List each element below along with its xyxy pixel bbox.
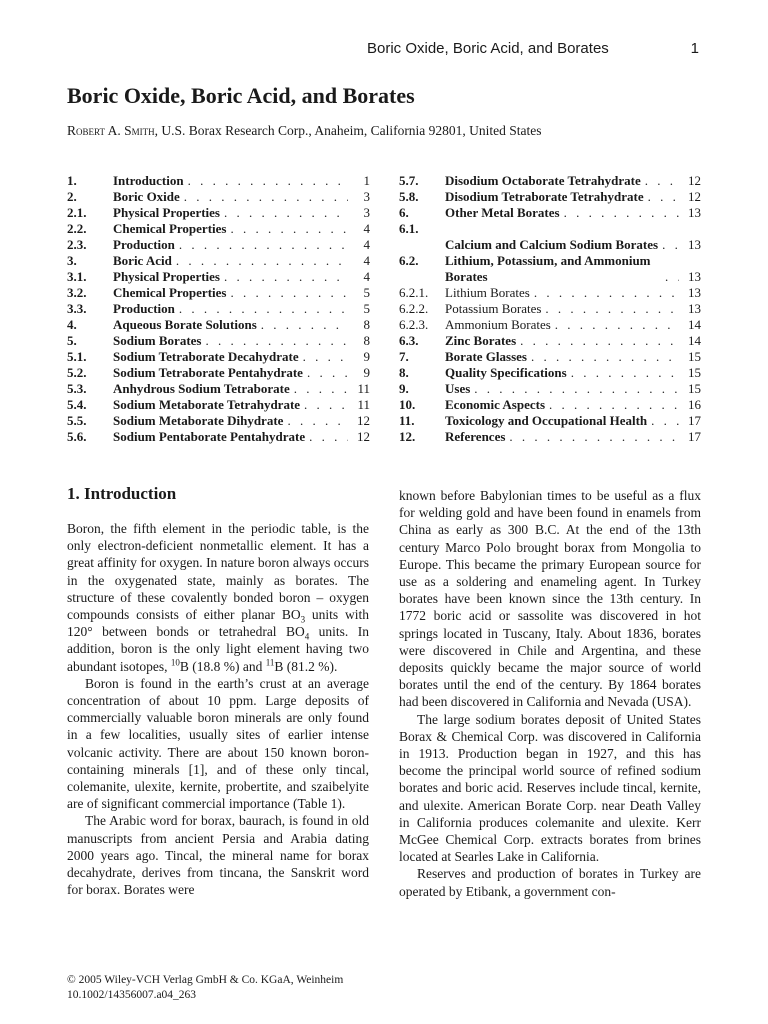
toc-entry-page: 13: [688, 205, 701, 220]
toc-entry[interactable]: [399, 317, 701, 333]
toc-entry-title: Boric Acid: [113, 253, 172, 268]
toc-entry-title: Chemical Properties: [113, 285, 227, 300]
toc-entry-page: 12: [688, 189, 701, 204]
toc-entry-page: 13: [688, 269, 701, 284]
toc-entry-page: 14: [688, 333, 701, 348]
toc-entry-number: 6.2.3.: [399, 317, 429, 332]
toc-entry-number: 12.: [399, 429, 416, 444]
toc-entry[interactable]: [67, 205, 370, 221]
toc-leader-dots: [470, 381, 679, 397]
running-title: Boric Oxide, Boric Acid, and Borates: [367, 40, 609, 57]
toc-entry-number: 6.: [399, 205, 409, 220]
toc-entry-number: 10.: [399, 397, 416, 412]
copyright-line: © 2005 Wiley-VCH Verlag GmbH & Co. KGaA, Weinheim: [67, 974, 344, 986]
author-line: [67, 123, 542, 139]
toc-entry-number: 2.3.: [67, 237, 87, 252]
toc-entry-page: 4: [363, 269, 370, 284]
toc-entry-number: 6.1.: [399, 221, 419, 236]
toc-entry[interactable]: [67, 381, 370, 397]
section-heading: 1. Introduction: [67, 484, 177, 503]
toc-entry-number: 8.: [399, 365, 409, 380]
author-affiliation: , U.S. Borax Research Corp., Anaheim, California 92801, United States: [154, 123, 542, 138]
toc-entry-number: 3.3.: [67, 301, 87, 316]
toc-entry-page: 9: [363, 365, 370, 380]
toc-entry-title: Physical Properties: [113, 205, 220, 220]
toc-leader-dots: [257, 317, 348, 333]
toc-entry-number: 5.2.: [67, 365, 87, 380]
toc-leader-dots: [175, 237, 348, 253]
toc-leader-dots: [505, 429, 679, 445]
toc-entry-page: 8: [363, 317, 370, 332]
toc-entry-number: 4.: [67, 317, 77, 332]
toc-entry-title: Sodium Borates: [113, 333, 202, 348]
toc-leader-dots: [175, 301, 348, 317]
toc-entry[interactable]: [399, 365, 701, 381]
toc-entry-page: 15: [688, 365, 701, 380]
toc-entry-number: 5.7.: [399, 173, 419, 188]
toc-entry-title: Potassium Borates: [445, 301, 542, 316]
toc-leader-dots: [516, 333, 679, 349]
toc-entry[interactable]: [67, 333, 370, 349]
toc-entry[interactable]: [67, 349, 370, 365]
toc-entry-number: 5.6.: [67, 429, 87, 444]
paragraph-intro: Boron, the fifth element in the periodic table, is the only electron-deficient nonmetallic element. It has a great affinity for oxygen. In nature boron always occurs in the oxygenated state, mainly as borates. The structure of these covalently bonded boron – oxygen compounds consists of either planar $BO_3$ units with 120° between bonds or tetrahedral $BO_4$ units. In addition, boron is the only light element having two abundant isotopes, $^{10}$B (18.8 %) and $^{11}$B (81.2 %).: [67, 521, 369, 674]
toc-entry-page: 13: [688, 301, 701, 316]
toc-entry-title: Other Metal Borates: [445, 205, 560, 220]
toc-entry[interactable]: [67, 285, 370, 301]
paragraph-history-cont: known before Babylonian times to be useful as a flux for welding gold and have been found in enamels from China as early as 300 B.C. At the end of the 13th century Marco Polo brought borax from Mongolia to Europe. This became the primary European source for use as a soldering and enameling agent. In Turkey borates have been known since the 13th century. In 1772 boric acid or sassolite was discovered in hot springs located in Tuscany, Italy. About 1836, borates were discovered in Chile and Argentina, and these deposits quickly became the major source of world borates until the end of the century. By 1864 borates had been discovered in California and Nevada (USA).: [399, 488, 701, 710]
toc-leader-dots: [172, 253, 348, 269]
toc-entry-title: Calcium and Calcium Sodium Borates: [445, 237, 659, 252]
table-of-contents-right: [399, 173, 701, 445]
toc-entry-page: 1: [363, 173, 370, 188]
toc-entry-number: 3.2.: [67, 285, 87, 300]
toc-entry[interactable]: [399, 301, 701, 317]
toc-entry-title: Lithium Borates: [445, 285, 530, 300]
toc-entry-title: Disodium Tetraborate Tetrahydrate: [445, 189, 644, 204]
toc-leader-dots: [299, 349, 348, 365]
toc-entry-number: 3.1.: [67, 269, 87, 284]
toc-entry[interactable]: [67, 397, 370, 413]
toc-leader-dots: [545, 397, 679, 413]
toc-entry-page: 5: [363, 301, 370, 316]
toc-entry[interactable]: [399, 189, 701, 205]
toc-leader-dots: [551, 317, 679, 333]
toc-entry[interactable]: [67, 365, 370, 381]
toc-entry[interactable]: [399, 413, 701, 429]
toc-leader-dots: [305, 429, 348, 445]
toc-entry-title: Sodium Pentaborate Pentahydrate: [113, 429, 306, 444]
page-number: 1: [690, 40, 699, 57]
toc-entry-page: 16: [688, 397, 701, 412]
toc-entry-page: 8: [363, 333, 370, 348]
toc-entry-number: 11.: [399, 413, 415, 428]
toc-entry-number: 5.3.: [67, 381, 87, 396]
toc-entry[interactable]: [399, 429, 701, 445]
toc-entry-title: Production: [113, 301, 175, 316]
toc-entry-number: 5.4.: [67, 397, 87, 412]
running-header: [367, 40, 699, 60]
toc-entry-number: 5.: [67, 333, 77, 348]
toc-leader-dots: [647, 413, 679, 429]
toc-leader-dots: [527, 349, 679, 365]
toc-entry[interactable]: [399, 381, 701, 397]
article-title: Boric Oxide, Boric Acid, and Borates: [67, 83, 415, 108]
toc-entry-title: Zinc Borates: [445, 333, 517, 348]
toc-entry-page: 13: [688, 285, 701, 300]
paragraph-us-deposits: The large sodium borates deposit of United States Borax & Chemical Corp. was discovered in California in 1913. Production began in 1927, and this has become the principal world source of refined sodium borates and boric acid. Reserves include tincal, kernite, and ulexite. American Borate Corp. near Death Valley in California produces colemanite and ulexite. Kerr McGee Chemical Corp. extracts borates from brines located at Searles Lake in California.: [399, 711, 701, 865]
toc-entry-number: 6.3.: [399, 333, 419, 348]
body-column-left: [67, 520, 369, 898]
table-of-contents-left: [67, 173, 370, 445]
toc-entry-title: Sodium Metaborate Dihydrate: [113, 413, 284, 428]
toc-leader-dots: [644, 189, 679, 205]
toc-leader-dots: [184, 173, 348, 189]
toc-entry[interactable]: [399, 397, 701, 413]
toc-leader-dots: [658, 237, 679, 253]
toc-leader-dots: [560, 205, 679, 221]
toc-entry-page: 3: [363, 205, 370, 220]
toc-entry-page: 12: [688, 173, 701, 188]
toc-entry-page: 5: [363, 285, 370, 300]
toc-entry[interactable]: [67, 173, 370, 189]
paragraph-turkey: Reserves and production of borates in Turkey are operated by Etibank, a government con-: [399, 866, 701, 899]
toc-entry-title: Lithium, Potassium, and Ammonium Borates: [445, 253, 651, 284]
toc-entry-page: 13: [688, 237, 701, 252]
toc-entry-number: 6.2.1.: [399, 285, 429, 300]
toc-entry-title: Chemical Properties: [113, 221, 227, 236]
toc-entry-page: 9: [363, 349, 370, 364]
toc-leader-dots: [220, 205, 348, 221]
toc-entry-page: 15: [688, 381, 701, 396]
footer: [67, 973, 343, 1003]
toc-leader-dots: [220, 269, 348, 285]
toc-entry-page: 14: [688, 317, 701, 332]
toc-entry[interactable]: [67, 317, 370, 333]
toc-entry[interactable]: [67, 237, 370, 253]
toc-entry-title: Economic Aspects: [445, 397, 546, 412]
toc-entry-page: 4: [363, 237, 370, 252]
toc-entry-number: 5.5.: [67, 413, 87, 428]
toc-entry-title: Aqueous Borate Solutions: [113, 317, 257, 332]
toc-entry-number: 5.8.: [399, 189, 419, 204]
toc-entry-title: Ammonium Borates: [445, 317, 551, 332]
toc-entry-title: Production: [113, 237, 175, 252]
toc-entry[interactable]: [399, 221, 701, 253]
toc-entry-page: 11: [357, 397, 370, 412]
toc-entry-page: 4: [363, 221, 370, 236]
toc-entry[interactable]: [67, 253, 370, 269]
toc-entry-page: 12: [357, 429, 370, 444]
toc-entry-title: Introduction: [113, 173, 184, 188]
toc-entry-title: Borate Glasses: [445, 349, 527, 364]
toc-entry-title: Physical Properties: [113, 269, 220, 284]
toc-entry-page: 4: [363, 253, 370, 268]
toc-entry[interactable]: [399, 349, 701, 365]
toc-leader-dots: [226, 285, 348, 301]
toc-entry[interactable]: [67, 221, 370, 237]
toc-entry-title: Boric Oxide: [113, 189, 180, 204]
toc-entry-page: 11: [357, 381, 370, 396]
toc-leader-dots: [201, 333, 348, 349]
toc-entry-number: 5.1.: [67, 349, 87, 364]
toc-entry[interactable]: [67, 413, 370, 429]
toc-leader-dots: [541, 301, 679, 317]
toc-entry-title: Sodium Metaborate Tetrahydrate: [113, 397, 301, 412]
author-name: Robert A. Smith: [67, 123, 155, 138]
toc-leader-dots: [290, 381, 348, 397]
toc-leader-dots: [300, 397, 348, 413]
doi-line: 10.1002/14356007.a04_263: [67, 989, 197, 1001]
toc-entry-page: 17: [688, 429, 701, 444]
toc-entry-title: References: [445, 429, 506, 444]
toc-entry[interactable]: [399, 253, 701, 285]
toc-leader-dots: [567, 365, 679, 381]
toc-entry-title: Anhydrous Sodium Tetraborate: [113, 381, 290, 396]
toc-entry[interactable]: [67, 429, 370, 445]
toc-entry-number: 6.2.2.: [399, 301, 429, 316]
toc-entry-number: 2.: [67, 189, 77, 204]
toc-entry-title: Uses: [445, 381, 471, 396]
toc-entry-title: Sodium Tetraborate Decahydrate: [113, 349, 299, 364]
toc-entry-page: 12: [357, 413, 370, 428]
toc-entry[interactable]: [399, 333, 701, 349]
toc-entry-number: 3.: [67, 253, 77, 268]
toc-entry-number: 2.2.: [67, 221, 87, 236]
toc-leader-dots: [226, 221, 348, 237]
toc-entry-number: 2.1.: [67, 205, 87, 220]
toc-entry-title: Disodium Octaborate Tetrahydrate: [445, 173, 641, 188]
toc-entry[interactable]: [67, 189, 370, 205]
toc-entry-page: 3: [363, 189, 370, 204]
toc-entry-number: 6.2.: [399, 253, 419, 268]
toc-leader-dots: [641, 173, 679, 189]
body-column-right: [399, 487, 701, 900]
paragraph-occurrence: Boron is found in the earth’s crust at an average concentration of about 10 ppm. Large deposits of commercially valuable boron minerals are only found in a few localities, usually sites of earlier intense volcanic activity. There are about 150 known boron-containing minerals [1], and of these only tincal, colemanite, ulexite, kernite, probertite, and szaibelyite are of significant commercial importance (Table 1).: [67, 675, 369, 812]
toc-entry-title: Toxicology and Occupational Health: [445, 413, 648, 428]
toc-entry-page: 15: [688, 349, 701, 364]
toc-leader-dots: [661, 269, 679, 285]
paragraph-history: The Arabic word for borax, baurach, is found in old manuscripts from ancient Persia and Arabia dating 2000 years ago. Tincal, the mineral name for borax decahydrate, derives from tincana, the Sanskrit word for borax. Borates were: [67, 813, 369, 898]
toc-entry[interactable]: [399, 205, 701, 221]
toc-entry[interactable]: [67, 269, 370, 285]
toc-entry-title: Sodium Tetraborate Pentahydrate: [113, 365, 303, 380]
toc-entry-title: Quality Specifications: [445, 365, 567, 380]
toc-entry[interactable]: [399, 285, 701, 301]
toc-entry[interactable]: [67, 301, 370, 317]
toc-leader-dots: [530, 285, 679, 301]
toc-entry-number: 7.: [399, 349, 409, 364]
toc-leader-dots: [180, 189, 348, 205]
toc-entry-number: 1.: [67, 173, 77, 188]
toc-entry-page: 17: [688, 413, 701, 428]
toc-entry-number: 9.: [399, 381, 409, 396]
toc-leader-dots: [303, 365, 348, 381]
toc-leader-dots: [283, 413, 348, 429]
toc-entry[interactable]: [399, 173, 701, 189]
